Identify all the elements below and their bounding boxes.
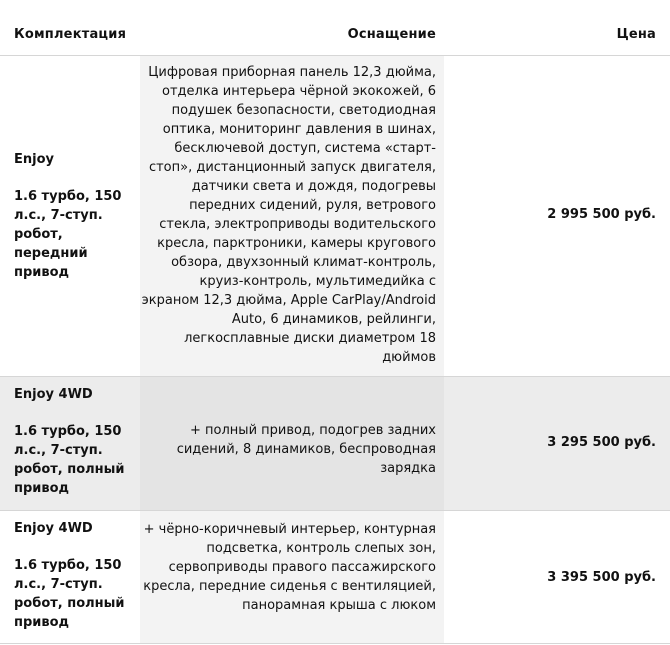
- equipment-cell: + чёрно-коричневый интерьер, контурная подсветка, контроль слепых зон, сервоприводы правого пассажирского кресла, передние сиденья с вентиляцией, панорамная крыша с люком: [143, 522, 436, 613]
- column-header-configuration: Комплектация: [14, 27, 127, 42]
- trim-name: Enjoy: [14, 152, 54, 167]
- configuration-cell: [14, 150, 134, 282]
- price-cell: 3 395 500 руб.: [547, 570, 656, 585]
- trim-spec: 1.6 турбо, 150 л.с., 7-ступ. робот, передний привод: [14, 189, 122, 280]
- price-cell: 3 295 500 руб.: [547, 435, 656, 450]
- configuration-cell: [14, 385, 134, 498]
- price-cell: 2 995 500 руб.: [547, 207, 656, 222]
- trim-spec: 1.6 турбо, 150 л.с., 7-ступ. робот, полный привод: [14, 424, 125, 496]
- column-header-equipment: Оснащение: [347, 27, 436, 42]
- configuration-cell: [14, 519, 134, 632]
- trim-name: Enjoy 4WD: [14, 387, 93, 402]
- table-row: [0, 511, 670, 644]
- table-header: [0, 0, 670, 56]
- column-header-price: Цена: [616, 27, 656, 42]
- trim-name: Enjoy 4WD: [14, 521, 93, 536]
- equipment-cell: + полный привод, подогрев задних сидений, 8 динамиков, беспроводная зарядка: [176, 423, 436, 476]
- trim-spec: 1.6 турбо, 150 л.с., 7-ступ. робот, полный привод: [14, 558, 125, 630]
- table-row: [0, 377, 670, 511]
- table-row: [0, 56, 670, 377]
- equipment-cell: Цифровая приборная панель 12,3 дюйма, отделка интерьера чёрной экокожей, 6 подушек безопасности, светодиодная оптика, мониторинг давления в шинах, бесключевой доступ, система «старт-стоп», дистанционный запуск двигателя, датчики света и дождя, подогревы передних сидений, руля, ветрового стекла, электроприводы водительского кресла, парктроники, камеры кругового обзора, двухзонный климат-контроль, круиз-контроль, мультимедийка с экраном 12,3 дюйма, Apple CarPlay/Android Auto, 6 динамиков, рейлинги, легкосплавные диски диаметром 18 дюймов: [141, 65, 436, 365]
